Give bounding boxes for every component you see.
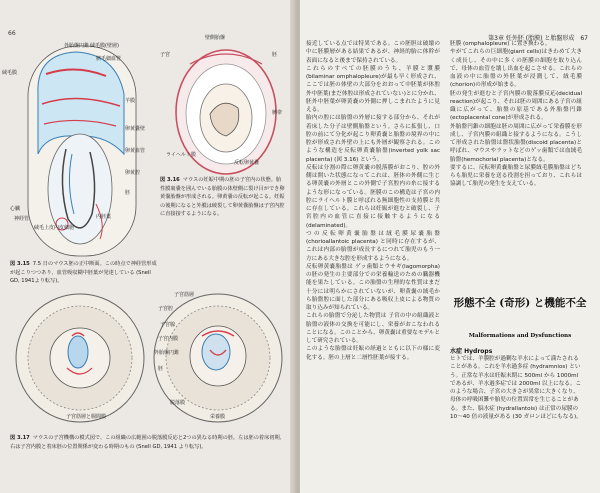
figure-3-17-left-cross-section: [12, 290, 148, 426]
col1-paragraph: このような胎盤は妊娠の経過とともに以下の様に変化する。胚の上層と二層性胚葉が接する。: [306, 346, 440, 361]
col2-paragraph: やがてこれらの巨細胞(giant cells)はきわめて大きく成長し、その中に多くの胚膜の細胞を取り込んで、母体の血管を壊し出血を起こさせる。これらの血液の中に胎盤の外胚葉が浸潤して、絨毛膜(chorion)の形成が始まる。: [450, 49, 582, 89]
fig317-label-outer-placenta: 外胎盤円錐: [154, 350, 180, 356]
fig316-caption-label: 図 3.16: [160, 177, 180, 183]
fig315-caption: [10, 260, 160, 286]
fig315-label-villi-blood: 絨毛上皮内皮細胞: [34, 225, 75, 231]
subsection-heading: 水症 Hydrops: [450, 348, 493, 355]
col1-paragraph: 胎内の腔には胎盤の外層に接する部分から、それが着床した分子は壁側胎盤という。さらに拡張し、口腔の前にて分化が起こり卵黄嚢と胎盤の境界の中に腔が形成され外壁の上にも外層が観察される。このような構造を反転卵黄嚢胎盤(inverted yolk sac placenta) (図 3.16) という。: [306, 115, 440, 163]
fig316-label-yolk: 胚: [272, 52, 278, 58]
fig315-label-embryo-head: 胚: [125, 190, 131, 196]
fig317-label-trophoblast: 栄養膜: [210, 414, 226, 420]
fig317-label-decidua: 子宮内膜: [158, 336, 179, 342]
fig317-caption: [10, 434, 288, 451]
fig317-caption-label: 図 3.17: [10, 435, 30, 441]
fig317-label-embryo: 胚: [158, 366, 164, 372]
fig315-label-neural: 神経管: [14, 216, 30, 222]
left-page: [0, 0, 296, 493]
col1-paragraph: これらの胎盤で分泌した物質は 子宮の中の組織液と胎盤の液体の交換を可能にし、栄養がおこなわれることになる。このことから、卵黄嚢は重要なモデルとして研究されている。: [306, 313, 440, 344]
fig317-label-uterine-lumen: 子宮筋層: [174, 292, 195, 298]
col1-paragraph: 反転卵黄嚢胎盤は ゲッ歯類とウサギ(lagomorpha)の胚の発生の主要部分での栄養輸送のための臓器機能を果たしている。この胎盤の生理的な性質はまだ十分には明らかにされていないが、卵黄嚢の絨毛から胎盤腔に面した部分にある吸収上皮による物質の取り込みが知られている。: [306, 263, 440, 311]
page-number-left: 66: [8, 30, 16, 37]
fig315-label-chorion: 絨毛膜: [2, 70, 18, 76]
col1-paragraph: 接近している点では特異である。この胚胆は破壊の中に胚膜層がある結果であるが、神経的胎に体幹が表面になると後まで保持されている。: [306, 41, 440, 64]
fig315-label-amnion: 羊膜: [125, 98, 136, 104]
running-head: 第3章 妊外胚 (胎膜) と胎盤形成 67: [488, 35, 588, 42]
fig315-label-yolk-vessels: 卵黄血管: [125, 148, 146, 154]
col1-paragraph: これらのすべての胚膜のうち、羊膜と漿膜(bilaminar omphalopleure)が最も早く形成され、ここでは胚の体壁の大部分をおおって中胚葉が体腔外中胚葉(まだ体腔は形成されていない)とに分かれ、胚外中胚葉が卵黄嚢の外側に押しこまれたように見える。: [306, 65, 440, 113]
fig316-caption-text: マウスの妊娠中期の胚の子宮内の状態。胎性膜裏嚢を囲んでいる胎膜の体壁側に裂け目ができ卵黄嚢胎盤が形成される。卵黄嚢の反転が起こる。妊娠の後期になると外膜は破裂して卵黄嚢胎盤は子宮内腔に直接接するようになる。: [160, 177, 285, 218]
fig316-label-top: 壁側胎盤: [205, 35, 226, 41]
fig316-label-inverted: 反転卵黄嚢: [234, 160, 260, 166]
col2-paragraph: 胚膜 (omphalopleure) に置き換わる。: [450, 41, 551, 47]
fig315-label-villi-membrane: 絨毛膜(壁層): [90, 43, 119, 49]
fig315-caption-label: 図 3.15: [10, 261, 30, 267]
fig317-label-ectoplacental: 脱落膜: [170, 400, 186, 406]
fig317-caption-text: マウスの子宮機構の模式図で、この組織の広範囲の脱落膜反応と2つの異なる時期の胚。左は胚の着床初期、右は子宮内膜と着床胚の位置関係が変わる時期のもの (Snell GD, 1941 より転写)。: [10, 435, 285, 450]
fig315-label-vitelline-cavity: 卵黄腔: [125, 170, 141, 176]
section-title-english: Malformations and Dysfunctions: [468, 333, 572, 339]
col2-paragraph: 要するに、反転卵黄嚢胎盤と尿膜絨毛膜胎盤はどちらも胎児に栄養を送る役割を担っており、これらは協調して胎児の発生を支えている。: [450, 164, 582, 188]
fig316-caption: [160, 176, 286, 219]
col2-paragraph: 外胎盤円錐の細胞は胚の周囲に広がって栄養膜を形成し、子宮内膜の組織と接するようになる。こうして形成された胎盤は盤状胎盤(discoid placenta)と呼ばれ、マウスやラットなどのゲッ歯類では血絨毛胎盤(hemochorial placenta)となる。: [450, 123, 582, 163]
fig316-label-uterus-mucosa: 子宮: [160, 52, 171, 58]
figure-3-16-uterus-diagram: [170, 44, 282, 182]
col1-paragraph: つの反転卵黄嚢胎盤は絨毛膜尿嚢胎盤 (chorioallantoic placenta) と同時に存在するが、これは内部の胎盤が成長するにつれて胎児のもう一方にある大きな腔を形成するようになる。: [306, 230, 440, 262]
fig317-label-uterine-gland: 子宮腔: [158, 306, 174, 312]
right-column-2-bottom: ヒトでは、羊膜腔が過剰な羊水によって満たされることがある。これを羊水過多症 (hydramnios) という。正常な羊水は妊娠末期に 500ml から 1000ml であるが、羊水過多症では 2000ml 以上になる。このような場合、子宮の大きさが異常に大きくなり、母体の呼吸困難や胎児の位置異常を生じることがある。また、脳水症 (hydrallantois) は正常の尿膜の 10～40 倍の液量がある (30 ガロンほどにもなる)。: [450, 356, 582, 420]
right-column-2-top: [450, 40, 582, 189]
fig315-label-endoderm: 内胚葉: [96, 214, 112, 220]
fig315-label-yolk-sac-wall: 卵黄嚢壁: [125, 126, 146, 132]
section-title: 形態不全 (奇形) と機能不全: [453, 297, 587, 309]
fig315-label-umbilical-artery: 臍毛細血管: [96, 56, 122, 62]
fig316-label-placenta: 臍帯: [272, 110, 283, 116]
col2-paragraph: 胚の発生が進むと子宮内膜の脱落膜反応(decidual reaction)が起こり、それは胚の周囲にある子宮の組織に広がって、胎盤の原基である外胎盤円錐(ectoplacental cone)が形成される。: [450, 90, 582, 122]
col1-paragraph: 反転は分割の際に卵黄嚢の脱落膜がおこり、腔の外側は開いた状態になってこれは、胚体の外側に生じる卵黄嚢の外層とこの外側で子宮腔内の糸に接するような形になっている。胚膜のこの構造は子宮の内腔にライヘルト膜と呼ばれる無細胞性の支持膜と共に存在している。これらは妊娠が進むと破裂し、子宮腔内の血管に直接に接触するようになる (delaminated)。: [306, 164, 440, 229]
fig317-label-uterine-mucosa: 子宮腺: [160, 322, 176, 328]
fig315-label-fetal-placenta: 外胎盤円錐: [64, 43, 90, 49]
right-column-1: [306, 40, 440, 362]
fig315-caption-text: 7.5 日のマウス胚の正中断面。この時点で神経管形成が起こりつつあり、血管吸収糊中胚葉が発達している (Snell GD, 1941より転写)。: [10, 261, 157, 285]
fig315-label-heart: 心臓: [10, 206, 21, 212]
fig316-label-lateral-layer: ライヘルト膜: [166, 152, 196, 158]
fig317-label-decidua-base: 子宮筋層と腸間膜: [66, 414, 107, 420]
